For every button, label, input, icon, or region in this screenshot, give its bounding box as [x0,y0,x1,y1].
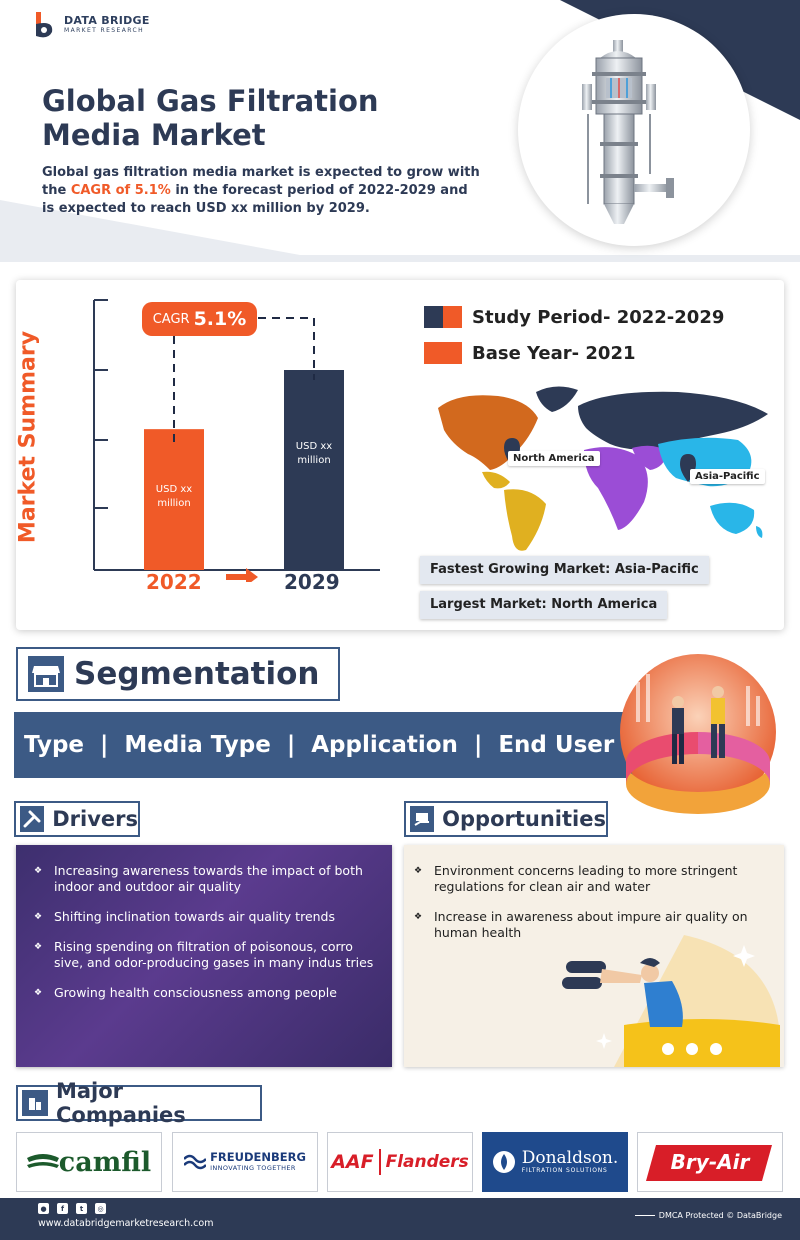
segmentation-bar [14,712,654,778]
segment-type[interactable]: Type [24,732,85,758]
company-logo-freudenberg[interactable] [172,1132,318,1192]
brand-logo-icon [32,10,58,40]
segment-end-user[interactable]: End User [498,732,615,758]
intro-cagr-highlight: CAGR of 5.1% [70,183,171,198]
filtration-vessel-illustration [518,14,750,246]
cagr-value: 5.1% [193,308,247,330]
list-item: ❖ Rising spending on filtration of poisonous, corro sive, and odor-producing gases in many indus tries [38,939,378,971]
analytics-illustration [606,652,786,822]
opportunities-panel [404,845,784,1067]
map-south-america [504,489,546,550]
footer [0,1198,800,1240]
map-europe-russia [578,392,768,450]
intro-text-post: in the forecast period of 2022-2029 and is expected to reach USD xx million by 2029. [42,183,468,216]
freudenberg-wave-icon [184,1153,206,1171]
segmentation-heading [16,647,340,701]
segment-divider: | [286,732,296,758]
fastest-growing-market: Fastest Growing Market: Asia-Pacific [420,556,709,584]
binoculars-illustration [554,925,784,1067]
major-companies-title: Major Companies [55,1079,186,1127]
opportunity-icon [410,806,434,832]
twitter-icon[interactable]: t [76,1203,87,1214]
freudenberg-wordmark: FREUDENBERG [210,1150,306,1164]
opportunities-title: Opportunities [442,807,606,831]
segmentation-title: Segmentation [74,656,320,692]
donaldson-tagline: FILTRATION SOLUTIONS [521,1167,608,1174]
study-period-swatch [424,306,462,328]
company-logo-aaf-flanders[interactable] [327,1132,473,1192]
hero-image [518,14,750,246]
dmca-notice: DMCA Protected © DataBridge [635,1211,782,1220]
whatsapp-icon[interactable]: ● [38,1203,49,1214]
legend-study-period [424,306,724,328]
flanders-wordmark: Flanders [385,1152,469,1172]
list-item: ❖ Increasing awareness towards the impact of both indoor and outdoor air quality [38,863,378,895]
brand-name: DATA BRIDGE [64,14,150,27]
list-item: ❖ Increase in awareness about impure air quality on human health [418,909,774,941]
bry-air-wordmark: Bry-Air [670,1150,750,1174]
intro-text [42,164,482,218]
cagr-badge [142,302,257,336]
aaf-wordmark: AAF [331,1151,374,1173]
map-greenland [536,386,578,412]
cagr-label: CAGR [152,311,190,327]
base-year-text: Base Year- 2021 [472,342,636,364]
year-end-label: 2029 [284,570,340,594]
opportunities-heading [404,801,608,837]
map-new-zealand [756,526,762,538]
drivers-title: Drivers [52,807,138,831]
bar-2029-label: USD xx million [295,441,333,466]
list-item: ❖ Environment concerns leading to more stringent regulations for clean air and water [418,863,774,895]
brand-logo[interactable] [32,10,150,40]
page-title: Global Gas Filtration Media Market [42,84,379,152]
legend-base-year [424,342,636,364]
study-period-text: Study Period- 2022-2029 [472,306,725,328]
bar-2022-label: USD xx million [155,484,193,509]
map-central-america [482,472,510,489]
bar-2029 [284,370,344,570]
company-logo-donaldson[interactable] [482,1132,628,1192]
tools-icon [20,806,44,832]
donaldson-drop-icon [492,1150,516,1174]
intro-text-pre: Global gas filtration media market is expected to grow with the [42,165,480,198]
donaldson-wordmark: Donaldson. [521,1148,619,1168]
map-tag-asia-pacific: Asia-Pacific [690,469,765,484]
market-summary-heading: Market Summary [15,330,41,544]
facebook-icon[interactable]: f [57,1203,68,1214]
brand-subtitle: MARKET RESEARCH [64,27,144,34]
segment-media-type[interactable]: Media Type [124,732,271,758]
storefront-icon [28,656,64,692]
largest-market: Largest Market: North America [420,591,667,619]
freudenberg-tagline: INNOVATING TOGETHER [210,1164,296,1172]
major-companies-heading [16,1079,262,1127]
list-item: ❖ Shifting inclination towards air quality trends [38,909,378,925]
year-start-label: 2022 [146,570,202,594]
camfil-wordmark: camfil [58,1146,152,1178]
website-link[interactable]: www.databridgemarketresearch.com [38,1218,214,1229]
company-logo-bry-air[interactable] [637,1132,783,1192]
instagram-icon[interactable]: ◎ [95,1203,106,1214]
map-tag-north-america: North America [508,451,600,466]
map-australia [710,503,754,534]
building-icon [22,1090,48,1116]
drivers-heading [14,801,140,837]
world-map [418,378,774,558]
header [0,0,800,262]
camfil-swoosh-icon [27,1152,59,1172]
social-links [38,1203,106,1214]
drivers-list [38,863,378,1015]
base-year-swatch [424,342,462,364]
drivers-panel [16,845,392,1067]
company-logo-camfil[interactable] [16,1132,162,1192]
list-item: ❖ Growing health consciousness among people [38,985,378,1001]
segment-application[interactable]: Application [311,732,458,758]
aaf-divider [379,1149,381,1175]
segment-divider: | [100,732,109,758]
segment-divider: | [473,732,483,758]
